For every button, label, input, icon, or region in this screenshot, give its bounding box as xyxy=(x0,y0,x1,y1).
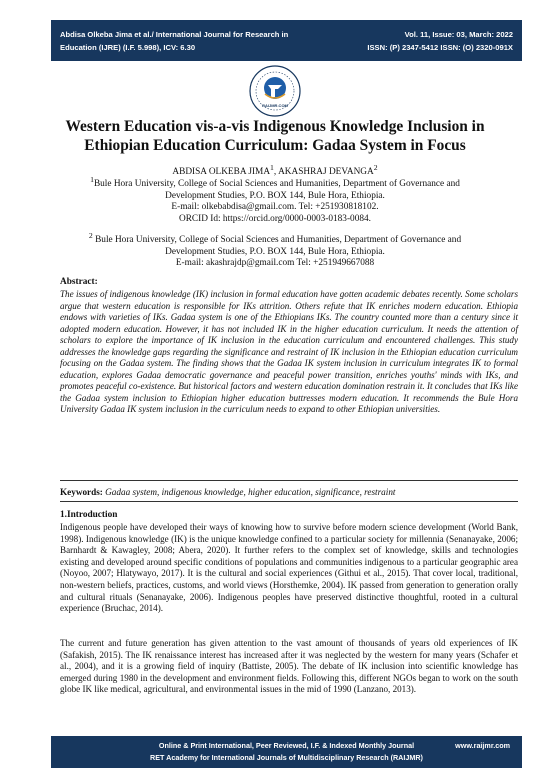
author-name: ABDISA OLKEBA JIMA xyxy=(172,167,271,178)
affiliation-line: Development Studies, P.O. BOX 144, Bule Hora, Ethiopia. xyxy=(165,190,385,201)
author-separator: , xyxy=(273,167,279,178)
keywords-label: Keywords: xyxy=(60,487,103,497)
abstract-heading: Abstract: xyxy=(60,277,98,287)
author-name: AKASHRAJ DEVANGA xyxy=(278,167,374,178)
journal-logo-seal xyxy=(248,64,302,118)
footer-publisher: RET Academy for International Journals of Multidisciplinary Research (RAIJMR) xyxy=(150,753,423,762)
header-volume-issue: Vol. 11, Issue: 03, March: 2022 xyxy=(404,29,513,39)
section-heading-introduction: 1.Introduction xyxy=(60,510,118,520)
author-superscript: 1 xyxy=(270,163,274,172)
affiliation-superscript: 1 xyxy=(90,175,94,184)
affiliation-line: Bule Hora University, College of Social Sciences and Humanities, Department of Governance and xyxy=(92,235,462,246)
abstract-text: The issues of indigenous knowledge (IK) inclusion in formal education have gotten academic debates recently. Some scholars argue that western education is responsible for IKs attrition. Others refute that IK enriches modern education. Ethiopia endows with varieties of IKs. Gadaa system is one of the Ethiopians IKs. The country counted more than a century since it adopted modern education. However, it has not included IK in the higher education curriculum. It needs the attention of scholars to explore the importance of IK inclusion in the education curriculum and encountered challenges. This study addresses the knowledge gaps regarding the significance and restraint of IK inclusion in the Ethiopian education curriculum focusing on the Gadaa system. The finding shows that the Gadaa IK system inclusion in curriculum integrates IK to formal education, explores Gadaa democratic governance and peaceful power transition, enriches youths' minds with IKs, and promotes peaceful co-existence. But historical factors and western education domination restrain it. It concludes that IKs like the Gadaa system inclusion to Ethiopian higher education buttresses modern education. It recommends the Bule Hora University Gadaa IK system inclusion in the curriculum needs to expand to other Ethiopian universities. xyxy=(60,289,518,414)
body-paragraph: Indigenous people have developed their ways of knowing how to survive before modern science development (World Bank, 1998). Indigenous knowledge (IK) is the unique knowledge confined to a particular society for millennia (Senanayake, 2006; Barnhardt & Kawagley, 2008; Abera, 2020). It further refers to the complex set of knowledge, skills and technologies existing and developed around specific conditions of populations and communities indigenous to a particular geographic area (Noyoo, 2007; Hlatywayo, 2017). It is the cultural and social experiences (Githui et al., 2015). That cover local, traditional, non-western beliefs, practices, customs, and world views (Horsthemke, 2004). IK passed from generation to generation orally and cultural rituals (Senanayake, 2006). Indigenous peoples have preserved distinctive thoughtful, rooted in a cultural experience (Bruchac, 2014). xyxy=(60,522,518,614)
header-citation-line1: Abdisa Olkeba Jima et al./ International Journal for Research in xyxy=(60,29,289,39)
author-superscript: 2 xyxy=(373,163,378,172)
keywords-text: Gadaa system, indigenous knowledge, higher education, significance, restraint xyxy=(102,487,396,497)
affiliation-superscript: 2 xyxy=(88,231,93,240)
footer-journal-description: Online & Print International, Peer Reviewed, I.F. & Indexed Monthly Journal xyxy=(158,741,415,750)
affiliation-line: Bule Hora University, College of Social Sciences and Humanities, Department of Governance and xyxy=(93,179,460,190)
svg-text:RAIJMR.COM: RAIJMR.COM xyxy=(262,103,288,108)
affiliation-line: Development Studies, P.O. BOX 144, Bule Hora, Ethiopia. xyxy=(165,246,385,257)
body-paragraph: The current and future generation has given attention to the vast amount of thousands of years old experiences of IK (Safakish, 2015). The IK renaissance interest has increased after it was neglected by the western for many years (Schafer et al., 2004), and it is a growing field of inquiry (Battiste, 2005). The debate of IK inclusion into scientific knowledge has emerged during 1980 in the development and environment fields. Following this, different NGOs began to work on the south globe IK like medical, agricultural, and environmental issues in the mid of 1990 (Lanzano, 2013). xyxy=(60,638,518,695)
affiliation-2 xyxy=(40,230,510,270)
keywords-bottom-rule xyxy=(60,501,518,502)
title-line1: Western Education vis-a-vis Indigenous Knowledge Inclusion in xyxy=(65,118,485,135)
journal-header-band xyxy=(51,20,522,61)
journal-footer-band xyxy=(51,736,522,768)
keywords-top-rule xyxy=(60,480,518,481)
title-line2: Ethiopian Education Curriculum: Gadaa System in Focus xyxy=(84,137,466,154)
affiliation-1 xyxy=(40,174,510,225)
header-issn: ISSN: (P) 2347-5412 ISSN: (O) 2320-091X xyxy=(367,42,513,52)
header-issue-info xyxy=(343,28,513,54)
author-email: E-mail: olkebabdisa@gmail.com. Tel: +251930818102. xyxy=(171,202,379,213)
footer-website-link[interactable]: www.raijmr.com xyxy=(455,741,510,750)
paper-title xyxy=(40,117,510,155)
header-journal-citation xyxy=(60,28,343,54)
author-orcid: ORCID Id: https://orcid.org/0000-0003-0183-0084. xyxy=(179,213,371,224)
header-citation-line2: Education (IJRE) (I.F. 5.998), ICV: 6.30 xyxy=(60,42,196,52)
author-email: E-mail: akashrajdp@gmail.com Tel: +251949667088 xyxy=(175,258,375,269)
keywords-line xyxy=(60,487,518,497)
